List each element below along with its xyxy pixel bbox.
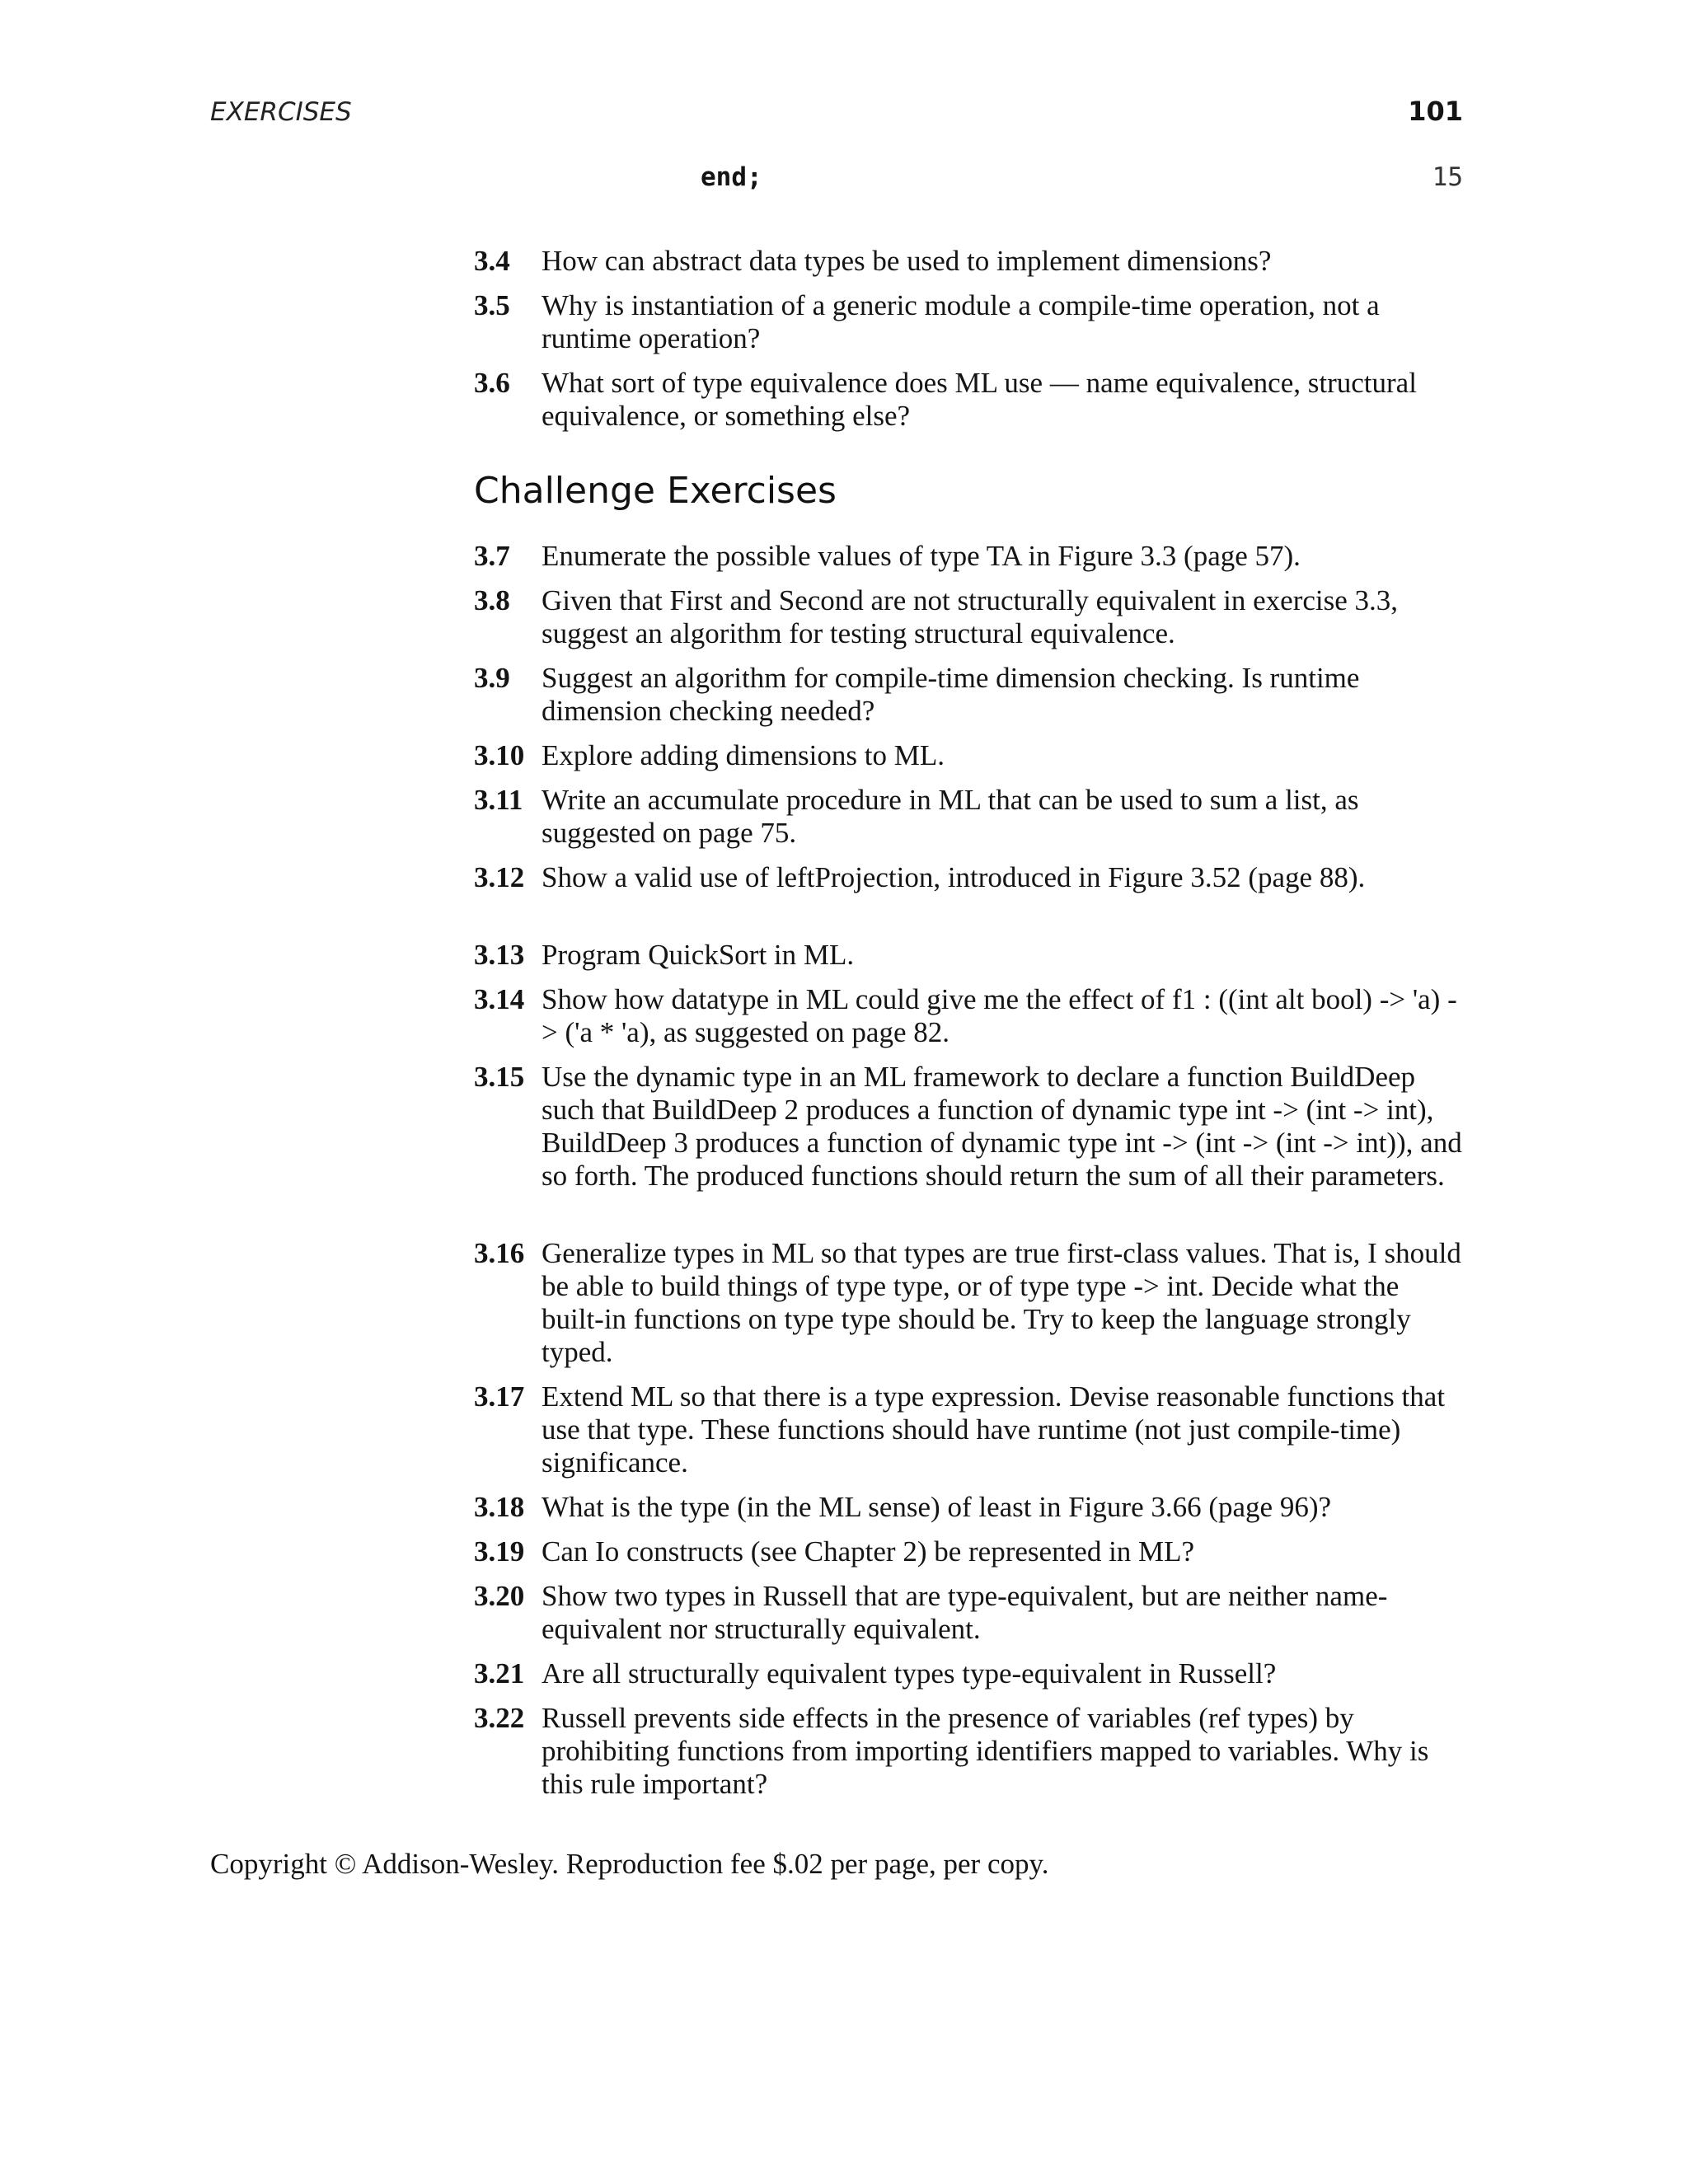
page-number: 101	[1408, 96, 1463, 127]
exercise-3-18	[474, 1491, 1463, 1524]
exercise-text: What is the type (in the ML sense) of least in Figure 3.66 (page 96)?	[542, 1491, 1332, 1523]
exercise-3-8	[474, 584, 1463, 650]
running-title: EXERCISES	[210, 97, 352, 127]
exercise-number: 3.9	[474, 662, 510, 694]
challenge-heading: Challenge Exercises	[474, 470, 837, 512]
exercise-text: Explore adding dimensions to ML.	[542, 739, 945, 771]
exercise-text: What sort of type equivalence does ML use — name equivalence, structural equivalence, or something else?	[542, 367, 1417, 432]
exercise-number: 3.19	[474, 1535, 525, 1568]
exercise-text: Are all structurally equivalent types type-equivalent in Russell?	[542, 1657, 1277, 1690]
exercise-number: 3.8	[474, 584, 510, 616]
exercise-3-10	[474, 739, 1463, 772]
exercise-text: Given that First and Second are not structurally equivalent in exercise 3.3, suggest an algorithm for testing structural equivalence.	[542, 584, 1399, 649]
exercise-text: Program QuickSort in ML.	[542, 939, 855, 971]
copyright-footer: Copyright © Addison-Wesley. Reproduction fee $.02 per page, per copy.	[210, 1848, 1049, 1880]
exercise-text: Extend ML so that there is a type expression. Devise reasonable functions that use that type. These functions should have runtime (not just compile-time) significance.	[542, 1380, 1446, 1479]
exercise-text: Generalize types in ML so that types are true first-class values. That is, I should be able to build things of type type, or of type type -> int. Decide what the built-in functions on type type should be. Try to keep the language strongly typed.	[542, 1237, 1461, 1368]
exercise-number: 3.7	[474, 540, 510, 572]
exercise-text: Why is instantiation of a generic module a compile-time operation, not a runtime operation?	[542, 289, 1380, 354]
code-fragment	[701, 159, 1463, 195]
exercise-3-20	[474, 1580, 1463, 1646]
exercise-text: Suggest an algorithm for compile-time dimension checking. Is runtime dimension checking needed?	[542, 662, 1360, 727]
exercise-3-14	[474, 983, 1463, 1049]
code-text: end;	[701, 162, 762, 192]
exercise-3-15	[474, 1061, 1463, 1193]
code-line-number: 15	[1432, 162, 1463, 192]
exercise-text: Use the dynamic type in an ML framework to declare a function BuildDeep such that BuildDeep 2 produces a function of dynamic type int -> (int -> int), BuildDeep 3 produces a function of dynamic type int -> (int -> (int -> int)), and so forth. The produced functions should return the sum of all their parameters.	[542, 1061, 1462, 1192]
exercise-number: 3.10	[474, 739, 525, 771]
exercise-text: Enumerate the possible values of type TA in Figure 3.3 (page 57).	[542, 540, 1301, 572]
exercise-number: 3.5	[474, 289, 510, 321]
exercise-number: 3.14	[474, 983, 525, 1015]
exercise-3-21	[474, 1657, 1463, 1690]
exercise-number: 3.11	[474, 784, 523, 816]
exercise-text: How can abstract data types be used to implement dimensions?	[542, 245, 1272, 277]
exercise-text: Show two types in Russell that are type-equivalent, but are neither name-equivalent nor structurally equivalent.	[542, 1580, 1388, 1645]
exercise-3-5	[474, 289, 1463, 355]
exercise-3-9	[474, 662, 1463, 728]
exercise-number: 3.20	[474, 1580, 525, 1612]
exercise-number: 3.16	[474, 1237, 525, 1269]
exercise-3-17	[474, 1380, 1463, 1479]
exercise-number: 3.17	[474, 1380, 525, 1413]
exercise-text: Show a valid use of leftProjection, introduced in Figure 3.52 (page 88).	[542, 861, 1366, 893]
exercise-number: 3.13	[474, 939, 525, 971]
exercise-number: 3.18	[474, 1491, 525, 1523]
exercise-number: 3.6	[474, 367, 510, 399]
exercise-3-12	[474, 861, 1463, 894]
exercise-3-19	[474, 1535, 1463, 1568]
exercise-number: 3.15	[474, 1061, 525, 1093]
exercise-3-6	[474, 367, 1463, 433]
exercise-number: 3.21	[474, 1657, 525, 1690]
exercise-3-13	[474, 939, 1463, 972]
exercise-3-4	[474, 245, 1463, 278]
exercise-number: 3.12	[474, 861, 525, 893]
exercise-3-16	[474, 1237, 1463, 1369]
exercise-number: 3.4	[474, 245, 510, 277]
exercise-3-22	[474, 1702, 1463, 1801]
exercise-number: 3.22	[474, 1702, 525, 1734]
exercise-3-11	[474, 784, 1463, 850]
exercise-text: Russell prevents side effects in the presence of variables (ref types) by prohibiting functions from importing identifiers mapped to variables. Why is this rule important?	[542, 1702, 1429, 1800]
running-header	[210, 92, 1463, 134]
exercise-text: Show how datatype in ML could give me the effect of f1 : ((int alt bool) -> 'a) -> ('a * 'a), as suggested on page 82.	[542, 983, 1457, 1048]
exercise-3-7	[474, 540, 1463, 573]
exercise-text: Write an accumulate procedure in ML that can be used to sum a list, as suggested on page 75.	[542, 784, 1359, 849]
exercise-text: Can Io constructs (see Chapter 2) be represented in ML?	[542, 1535, 1195, 1568]
